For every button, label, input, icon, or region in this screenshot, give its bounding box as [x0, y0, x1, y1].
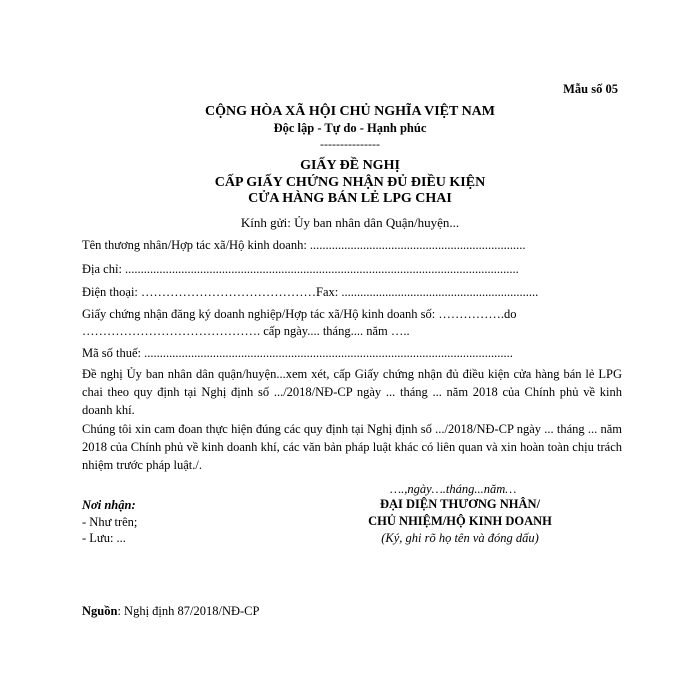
form-number: Mẫu số 05: [563, 82, 618, 96]
field-tax-code: Mã số thuế: ......................................................................................................................: [82, 346, 513, 360]
field-license-line-1: Giấy chứng nhận đăng ký doanh nghiệp/Hợp tác xã/Hộ kinh doanh số: …………….do: [82, 307, 517, 321]
signature-note: (Ký, ghi rõ họ tên và đóng dấu): [381, 531, 539, 545]
signature-title-2: CHỦ NHIỆM/HỘ KINH DOANH: [368, 514, 552, 528]
request-paragraph: Đề nghị Ủy ban nhân dân quận/huyện...xem xét, cấp Giấy chứng nhận đủ điều kiện cửa hàng bán lẻ LPG chai theo quy định tại Nghị định số .../2018/NĐ-CP ngày ... tháng ... năm 2018 của Chính phủ về kinh doanh khí.: [82, 367, 622, 417]
field-license-line-2: ……………………………………. cấp ngày.... tháng.... năm …..: [82, 324, 410, 338]
source-text: : Nghị định 87/2018/NĐ-CP: [117, 604, 260, 618]
country-name: CỘNG HÒA XÃ HỘI CHỦ NGHĨA VIỆT NAM: [204, 104, 495, 119]
title-line-2: CẤP GIẤY CHỨNG NHẬN ĐỦ ĐIỀU KIỆN: [214, 175, 486, 190]
title-line-3: CỬA HÀNG BÁN LẺ LPG CHAI: [248, 191, 452, 206]
addressee: Kính gửi: Ủy ban nhân dân Quận/huyện...: [240, 215, 460, 230]
recipient-item: - Như trên;: [82, 515, 138, 529]
field-phone-fax: Điện thoại: ……………………………………Fax: ...............................................................: [82, 285, 539, 299]
field-address: Địa chỉ: ..............................................................................................................................: [82, 262, 519, 276]
motto: Độc lập - Tự do - Hạnh phúc: [273, 121, 427, 135]
recipients-label: Nơi nhận:: [82, 498, 136, 512]
commitment-paragraph: Chúng tôi xin cam đoan thực hiện đúng các quy định tại Nghị định số .../2018/NĐ-CP ngày ... tháng ... năm 2018 của Chính phủ về kinh doanh khí, các văn bản pháp luật khác có liên quan và xin hoàn toàn chịu trách nhiệm trước pháp luật./.: [82, 422, 622, 472]
signature-title-1: ĐẠI DIỆN THƯƠNG NHÂN/: [379, 497, 541, 511]
title-line-1: GIẤY ĐỀ NGHỊ: [300, 158, 400, 173]
signature-date: ….,ngày….tháng...năm…: [390, 482, 517, 496]
recipient-item: - Lưu: ...: [82, 531, 126, 545]
source-label: Nguồn: [82, 604, 118, 618]
source-line: [82, 604, 259, 619]
header-divider: ---------------: [320, 137, 380, 151]
field-merchant-name: Tên thương nhân/Hợp tác xã/Hộ kinh doanh: .....................................................................: [82, 238, 526, 252]
